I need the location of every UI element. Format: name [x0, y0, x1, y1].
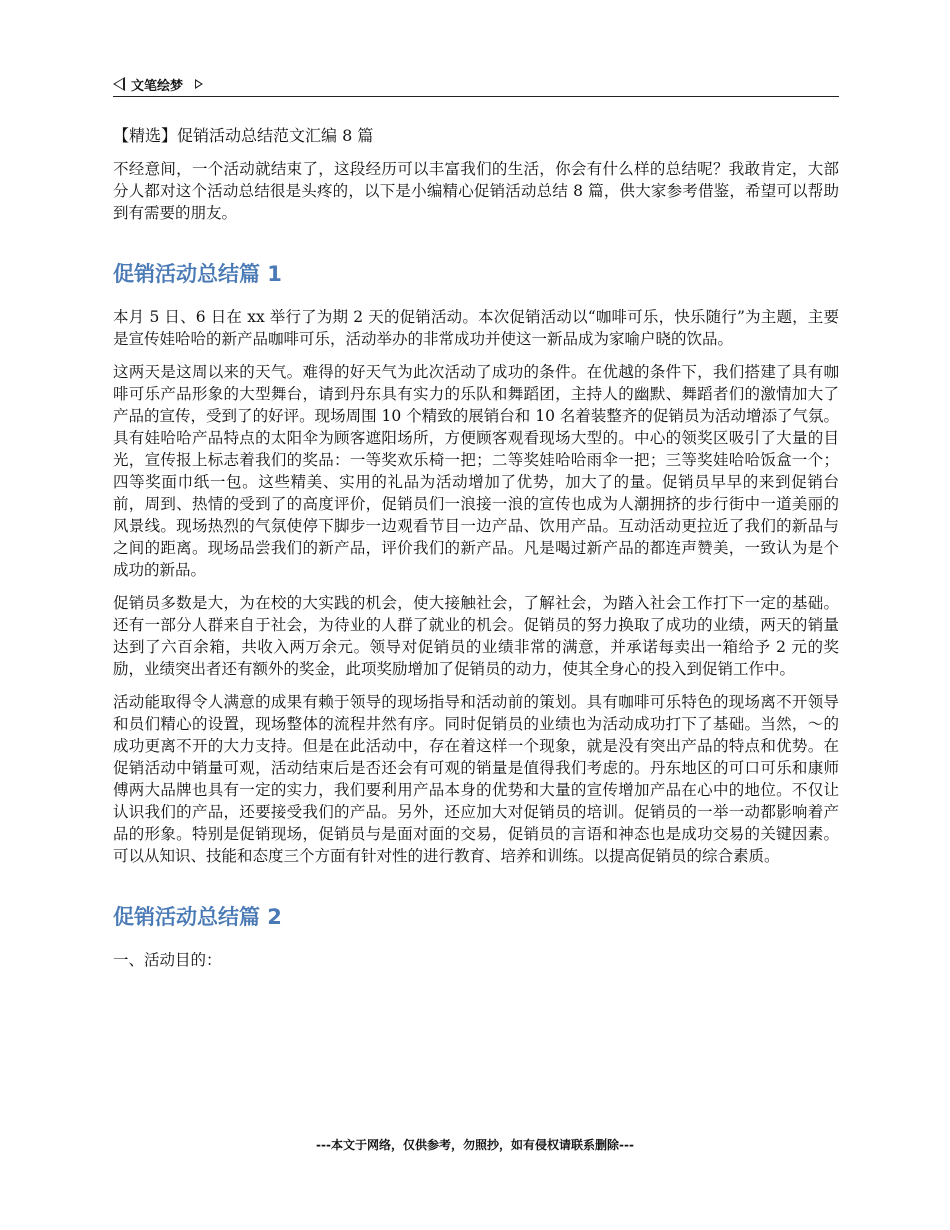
- header-brand: 文笔绘梦: [131, 78, 184, 94]
- page-footer: ---本文于网络，仅供参考，勿照抄，如有侵权请联系删除---: [316, 1138, 634, 1152]
- document-title: 【精选】促销活动总结范文汇编 8 篇: [113, 126, 374, 145]
- section-1-paragraph-3: 促销员多数是大，为在校的大实践的机会，使大接触社会，了解社会，为踏入社会工作打下一定的基础。还有一部分人群来自于社会，为待业的人群了就业的机会。促销员的努力换取了成功的业绩，两天的销量达到了六百余箱，共收入两万余元。领导对促销员的业绩非常的满意，并承诺每卖出一箱给予 2 元的奖励，业绩突出者还有额外的奖金，此项奖励增加了促销员的动力，使其全身心的投入到促销工作中。: [113, 594, 839, 678]
- triangle-left-icon: [113, 77, 125, 91]
- section-heading-2: 促销活动总结篇 2: [113, 905, 282, 929]
- section-heading-1: 促销活动总结篇 1: [113, 262, 282, 286]
- section-1-paragraph-4: 活动能取得令人满意的成果有赖于领导的现场指导和活动前的策划。具有咖啡可乐特色的现场离不开领导和员们精心的设置，现场整体的流程井然有序。同时促销员的业绩也为活动成功打下了基础。当然，～的成功更离不开的大力支持。但是在此活动中，存在着这样一个现象，就是没有突出产品的特点和优势。在促销活动中销量可观，活动结束后是否还会有可观的销量是值得我们考虑的。丹东地区的可口可乐和康师傅两大品牌也具有一定的实力，我们要利用产品本身的优势和大量的宣传增加产品在心中的地位。不仅让认识我们的产品，还要接受我们的产品。另外，还应加大对促销员的培训。促销员的一举一动都影响着产品的形象。特别是促销现场，促销员与是面对面的交易，促销员的言语和神态也是成功交易的关键因素。可以从知识、技能和态度三个方面有针对性的进行教育、培养和训练。以提高促销员的综合素质。: [113, 693, 839, 865]
- intro-paragraph: 不经意间，一个活动就结束了，这段经历可以丰富我们的生活，你会有什么样的总结呢？我敢肯定，大部分人都对这个活动总结很是头疼的，以下是小编精心促销活动总结 8 篇，供大家参考借鉴，希望可以帮助到有需要的朋友。: [113, 160, 839, 222]
- section-2-paragraph-1: 一、活动目的：: [113, 951, 222, 969]
- page-header: [113, 72, 839, 97]
- document-body: [113, 124, 839, 982]
- triangle-right-icon: [195, 79, 203, 89]
- section-1-paragraph-1: 本月 5 日、6 日在 xx 举行了为期 2 天的促销活动。本次促销活动以“咖啡可乐，快乐随行”为主题，主要是宣传娃哈哈的新产品咖啡可乐，活动举办的非常成功并使这一新品成为家喻户晓的饮品。: [113, 308, 839, 348]
- section-1-paragraph-2: 这两天是这周以来的天气。难得的好天气为此次活动了成功的条件。在优越的条件下，我们搭建了具有咖啡可乐产品形象的大型舞台，请到丹东具有实力的乐队和舞蹈团，主持人的幽默、舞蹈者们的激情加大了产品的宣传，受到了的好评。现场周围 10 个精致的展销台和 10 名着装整齐的促销员为活动增添了气氛。具有娃哈哈产品特点的太阳伞为顾客遮阳场所，方便顾客观看现场大型的。中心的领奖区吸引了大量的目光，宣传报上标志着我们的奖品：一等奖欢乐椅一把；二等奖娃哈哈雨伞一把；三等奖娃哈哈饭盒一个；四等奖面巾纸一包。这些精美、实用的礼品为活动增加了优势，加大了的量。促销员早早的来到促销台前，周到、热情的受到了的高度评价，促销员们一浪接一浪的宣传也成为人潮拥挤的步行街中一道美丽的风景线。现场热烈的气氛使停下脚步一边观看节目一边产品、饮用产品。互动活动更拉近了我们的新品与之间的距离。现场品尝我们的新产品，评价我们的新产品。凡是喝过新产品的都连声赞美，一致认为是个成功的新品。: [113, 363, 839, 579]
